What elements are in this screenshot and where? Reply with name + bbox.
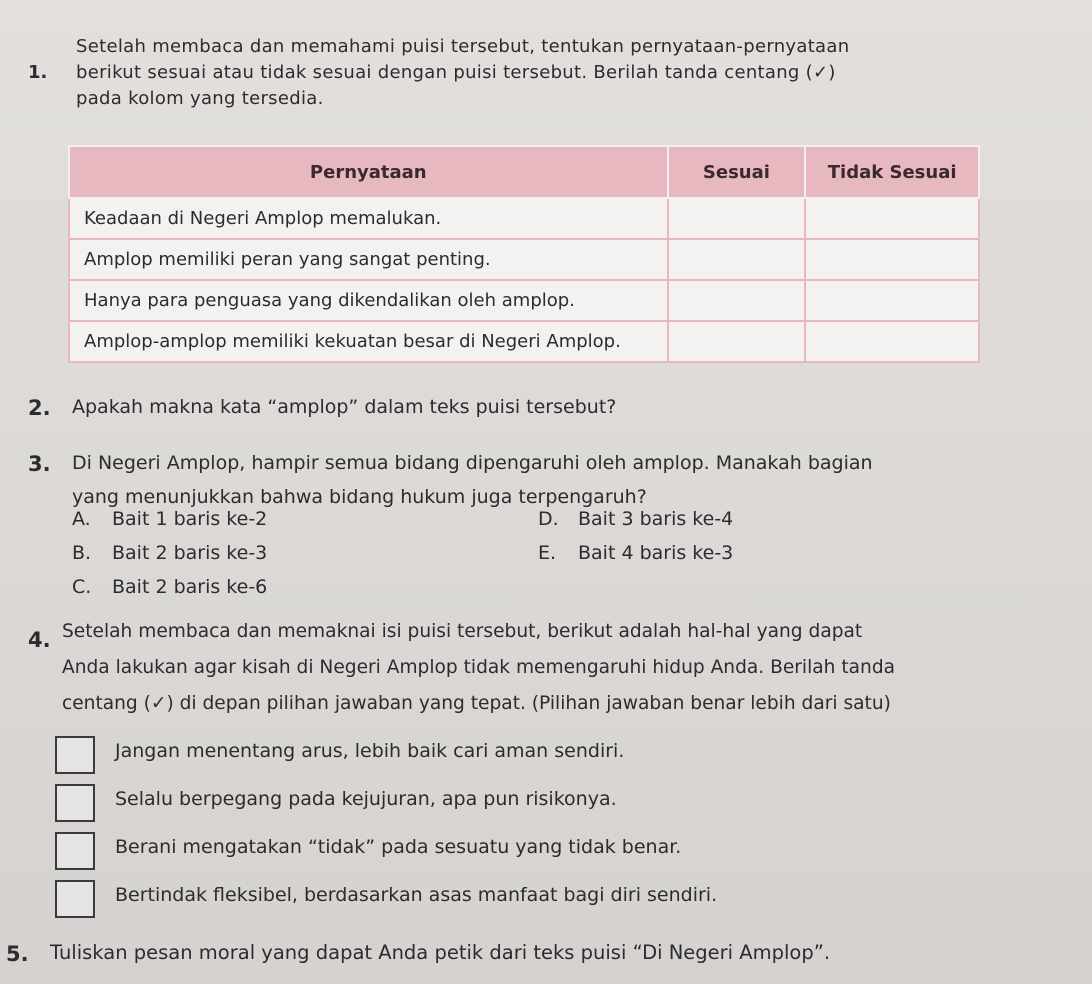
tidak-sesuai-checkbox-cell[interactable]	[805, 198, 979, 239]
option-d[interactable]: D. Bait 3 baris ke-4	[538, 508, 734, 530]
statement-cell: Amplop-amplop memiliki kekuatan besar di Negeri Amplop.	[69, 321, 668, 362]
choice-item[interactable]	[55, 784, 1055, 824]
choice-checkbox[interactable]	[55, 880, 95, 918]
statement-table	[68, 145, 980, 363]
choice-label: Berani mengatakan “tidak” pada sesuatu yang tidak benar.	[115, 836, 682, 858]
question-text	[76, 34, 849, 112]
question-line: yang menunjukkan bahwa bidang hukum juga terpengaruh?	[72, 486, 647, 508]
question-number: 4.	[28, 628, 51, 652]
choice-label: Bertindak fleksibel, berdasarkan asas manfaat bagi diri sendiri.	[115, 884, 718, 906]
question-line: Setelah membaca dan memaknai isi puisi tersebut, berikut adalah hal-hal yang dapat	[62, 621, 863, 642]
question-line: Di Negeri Amplop, hampir semua bidang dipengaruhi oleh amplop. Manakah bagian	[72, 452, 873, 474]
statement-cell: Keadaan di Negeri Amplop memalukan.	[69, 198, 668, 239]
choice-label: Jangan menentang arus, lebih baik cari aman sendiri.	[115, 740, 625, 762]
sesuai-checkbox-cell[interactable]	[668, 198, 806, 239]
choice-item[interactable]	[55, 880, 1055, 920]
question-line: berikut sesuai atau tidak sesuai dengan puisi tersebut. Berilah tanda centang (✓)	[76, 62, 836, 83]
option-e[interactable]: E. Bait 4 baris ke-3	[538, 542, 734, 564]
sesuai-checkbox-cell[interactable]	[668, 280, 806, 321]
table-row	[69, 239, 979, 280]
option-a[interactable]: A. Bait 1 baris ke-2	[72, 508, 268, 530]
table-row	[69, 321, 979, 362]
question-text: Tuliskan pesan moral yang dapat Anda petik dari teks puisi “Di Negeri Amplop”.	[50, 941, 831, 964]
question-number: 5.	[6, 942, 29, 966]
statement-cell: Hanya para penguasa yang dikendalikan oleh amplop.	[69, 280, 668, 321]
tidak-sesuai-checkbox-cell[interactable]	[805, 321, 979, 362]
header-tidak-sesuai: Tidak Sesuai	[805, 146, 979, 198]
table-row	[69, 280, 979, 321]
choice-checkbox[interactable]	[55, 832, 95, 870]
question-number: 1.	[28, 62, 48, 83]
tidak-sesuai-checkbox-cell[interactable]	[805, 239, 979, 280]
question-text	[72, 446, 873, 514]
option-c[interactable]: C. Bait 2 baris ke-6	[72, 576, 268, 598]
choice-item[interactable]	[55, 832, 1055, 872]
sesuai-checkbox-cell[interactable]	[668, 239, 806, 280]
option-b[interactable]: B. Bait 2 baris ke-3	[72, 542, 268, 564]
question-text: Apakah makna kata “amplop” dalam teks puisi tersebut?	[72, 396, 617, 418]
question-text	[62, 614, 895, 722]
table-header-row	[69, 146, 979, 198]
statement-cell: Amplop memiliki peran yang sangat penting.	[69, 239, 668, 280]
question-number: 2.	[28, 396, 51, 420]
choice-label: Selalu berpegang pada kejujuran, apa pun risikonya.	[115, 788, 617, 810]
sesuai-checkbox-cell[interactable]	[668, 321, 806, 362]
question-line: pada kolom yang tersedia.	[76, 88, 324, 109]
table-row	[69, 198, 979, 239]
header-statement: Pernyataan	[69, 146, 668, 198]
choice-checkbox[interactable]	[55, 784, 95, 822]
question-line: Anda lakukan agar kisah di Negeri Amplop tidak memengaruhi hidup Anda. Berilah tanda	[62, 657, 896, 678]
header-sesuai: Sesuai	[668, 146, 806, 198]
question-line: Setelah membaca dan memahami puisi tersebut, tentukan pernyataan-pernyataan	[76, 36, 850, 57]
question-line: centang (✓) di depan pilihan jawaban yang tepat. (Pilihan jawaban benar lebih dari satu)	[62, 693, 891, 714]
question-number: 3.	[28, 452, 51, 476]
choice-item[interactable]	[55, 736, 1055, 776]
choice-checkbox[interactable]	[55, 736, 95, 774]
tidak-sesuai-checkbox-cell[interactable]	[805, 280, 979, 321]
